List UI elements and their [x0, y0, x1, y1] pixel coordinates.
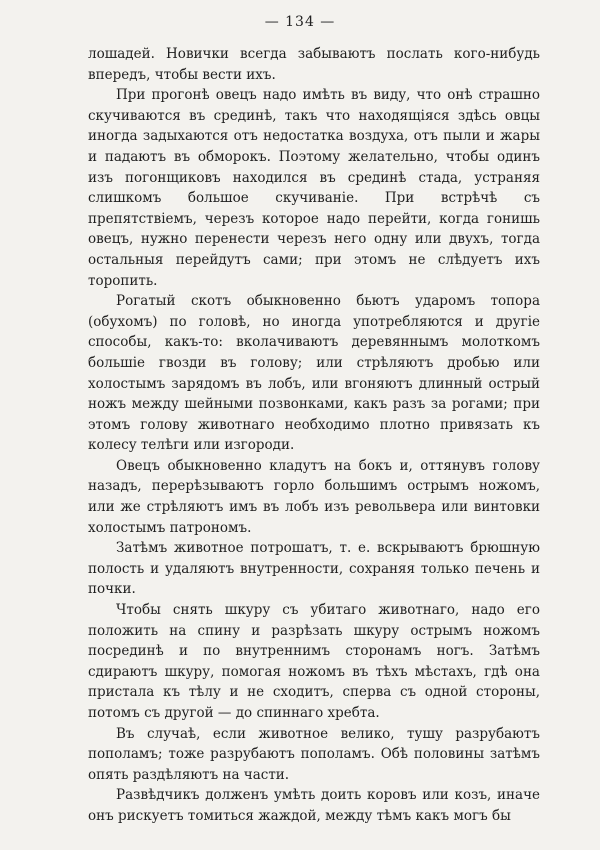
page-number: — 134 — [264, 14, 336, 30]
paragraph: Затѣмъ животное потрошатъ, т. е. вскрываютъ брюшную полость и удаляютъ внутренности, сохраняя только печень и почки. [88, 540, 540, 598]
paragraph: лошадей. Новички всегда забываютъ послать кого-нибудь впередъ, чтобы вести ихъ. [88, 46, 540, 83]
paragraph: Развѣдчикъ долженъ умѣть доить коровъ или козъ, иначе онъ рискуетъ томиться жаждой, между тѣмъ какъ могъ бы [88, 787, 540, 824]
paragraph: Рогатый скотъ обыкновенно бьютъ ударомъ топора (обухомъ) по головѣ, но иногда употребляются и другіе способы, какъ-то: вколачиваютъ деревяннымъ молоткомъ большіе гвозди въ голову; или стрѣляютъ дробью или холостымъ зарядомъ въ лобъ, или вгоняютъ длинный острый ножъ между шейными позвонками, какъ разъ за рогами; при этомъ голову животнаго необходимо плотно привязать къ колесу телѣги или изгороди. [88, 293, 540, 454]
page-body [88, 44, 540, 827]
paragraph: Овецъ обыкновенно кладутъ на бокъ и, оттянувъ голову назадъ, перерѣзываютъ горло большимъ острымъ ножомъ, или же стрѣляютъ имъ въ лобъ изъ револьвера или винтовки холостымъ патрономъ. [88, 457, 540, 536]
paragraph: Чтобы снять шкуру съ убитаго животнаго, надо его положить на спину и разрѣзать шкуру острымъ ножомъ посрединѣ и по внутреннимъ сторонамъ ногъ. Затѣмъ сдираютъ шкуру, помогая ножомъ въ тѣхъ мѣстахъ, гдѣ она пристала къ тѣлу и не сходитъ, сперва съ одной стороны, потомъ съ другой — до спиннаго хребта. [88, 602, 540, 721]
paragraph: При прогонѣ овецъ надо имѣть въ виду, что онѣ страшно скучиваются въ срединѣ, такъ что находящіяся здѣсь овцы иногда задыхаются отъ недостатка воздуха, отъ пыли и жары и падаютъ въ обморокъ. Поэтому желательно, чтобы одинъ изъ погонщиковъ находился въ срединѣ стада, устраняя слишкомъ большое скучиваніе. При встрѣчѣ съ препятствіемъ, черезъ которое надо перейти, когда гонишь овецъ, нужно перенести черезъ него одну или двухъ, тогда остальныя перейдутъ сами; при этомъ не слѣдуетъ ихъ торопить. [88, 87, 540, 289]
paragraph: Въ случаѣ, если животное велико, тушу разрубаютъ пополамъ; тоже разрубаютъ пополамъ. Обѣ половины затѣмъ опять раздѣляютъ на части. [88, 725, 540, 783]
